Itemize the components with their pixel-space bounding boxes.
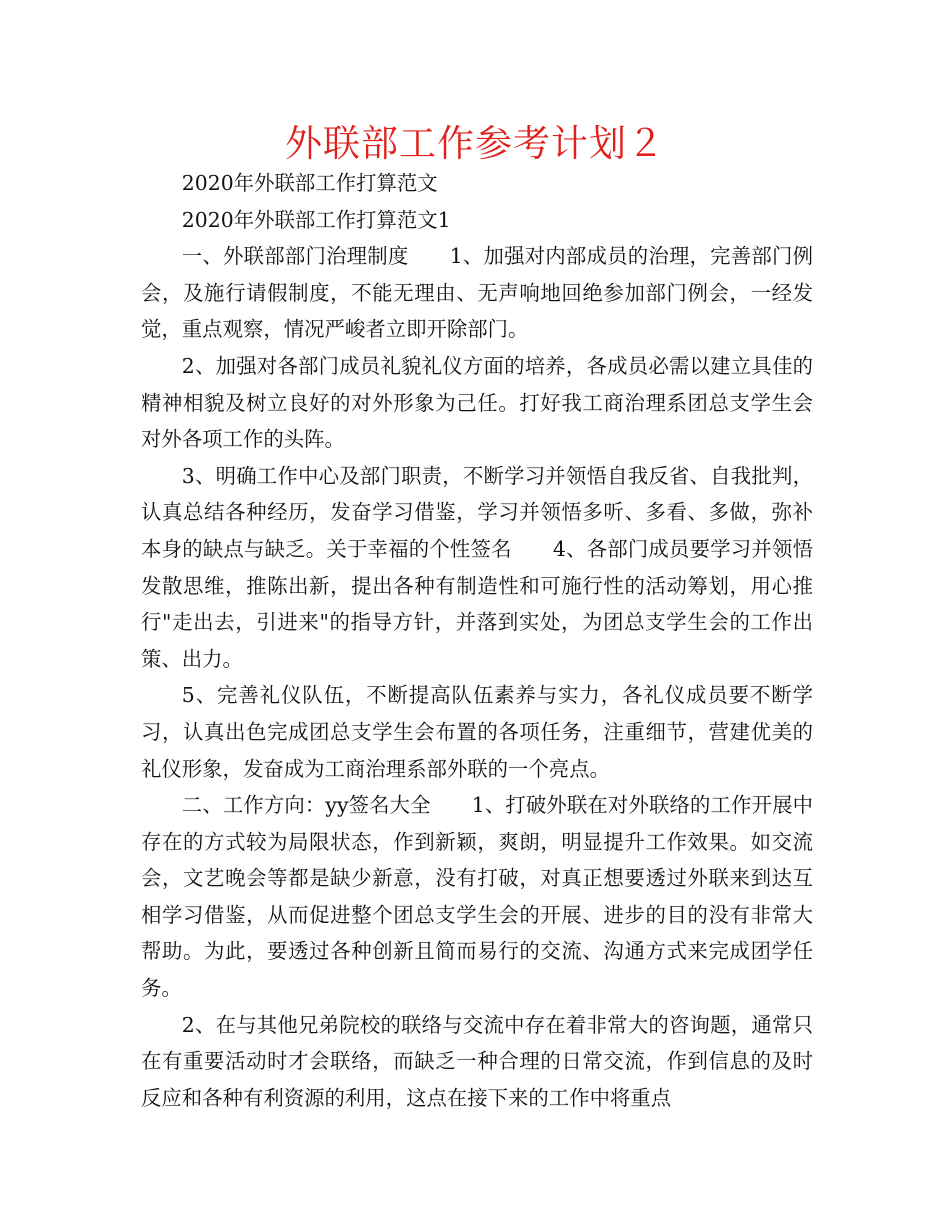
paragraph: 二、工作方向：yy签名大全 1、打破外联在对外联络的工作开展中存在的方式较为局限状态，作到新颖，爽朗，明显提升工作效果。如交流会，文艺晚会等都是缺少新意，没有打破，对真正想要透过外联来到达互相学习借鉴，从而促进整个团总支学生会的开展、进步的目的没有非常大帮助。为此，要透过各种创新且简而易行的交流、沟通方式来完成团学任务。 — [141, 793, 813, 1001]
paragraph: 3、明确工作中心及部门职责，不断学习并领悟自我反省、自我批判，认真总结各种经历，发奋学习借鉴，学习并领悟多听、多看、多做，弥补本身的缺点与缺乏。关于幸福的个性签名 4、各部门成员要学习并领悟发散思维，推陈出新，提出各种有制造性和可施行性的活动筹划，用心推行"走出去，引进来"的指导方针，并落到实处，为团总支学生会的工作出策、出力。 — [141, 463, 813, 671]
paragraph: 一、外联部部门治理制度 1、加强对内部成员的治理，完善部门例会，及施行请假制度，不能无理由、无声响地回绝参加部门例会，一经发觉，重点观察，情况严峻者立即开除部门。 — [141, 244, 813, 342]
paragraph: 2、在与其他兄弟院校的联络与交流中存在着非常大的咨询题，通常只在有重要活动时才会联络，而缺乏一种合理的日常交流，作到信息的及时反应和各种有利资源的利用，这点在接下来的工作中将重点 — [141, 1012, 813, 1110]
document-body — [141, 165, 813, 1116]
paragraph: 2020年外联部工作打算范文 — [181, 171, 438, 195]
paragraph: 2、加强对各部门成员礼貌礼仪方面的培养，各成员必需以建立具佳的精神相貌及树立良好的对外形象为己任。打好我工商治理系团总支学生会对外各项工作的头阵。 — [141, 353, 813, 452]
paragraph: 2020年外联部工作打算范文1 — [181, 207, 451, 232]
document-title: 外联部工作参考计划２ — [285, 122, 665, 165]
paragraph: 5、完善礼仪队伍，不断提高队伍素养与实力，各礼仪成员要不断学习，认真出色完成团总支学生会布置的各项任务，注重细节，营建优美的礼仪形象，发奋成为工商治理系部外联的一个亮点。 — [141, 683, 813, 781]
